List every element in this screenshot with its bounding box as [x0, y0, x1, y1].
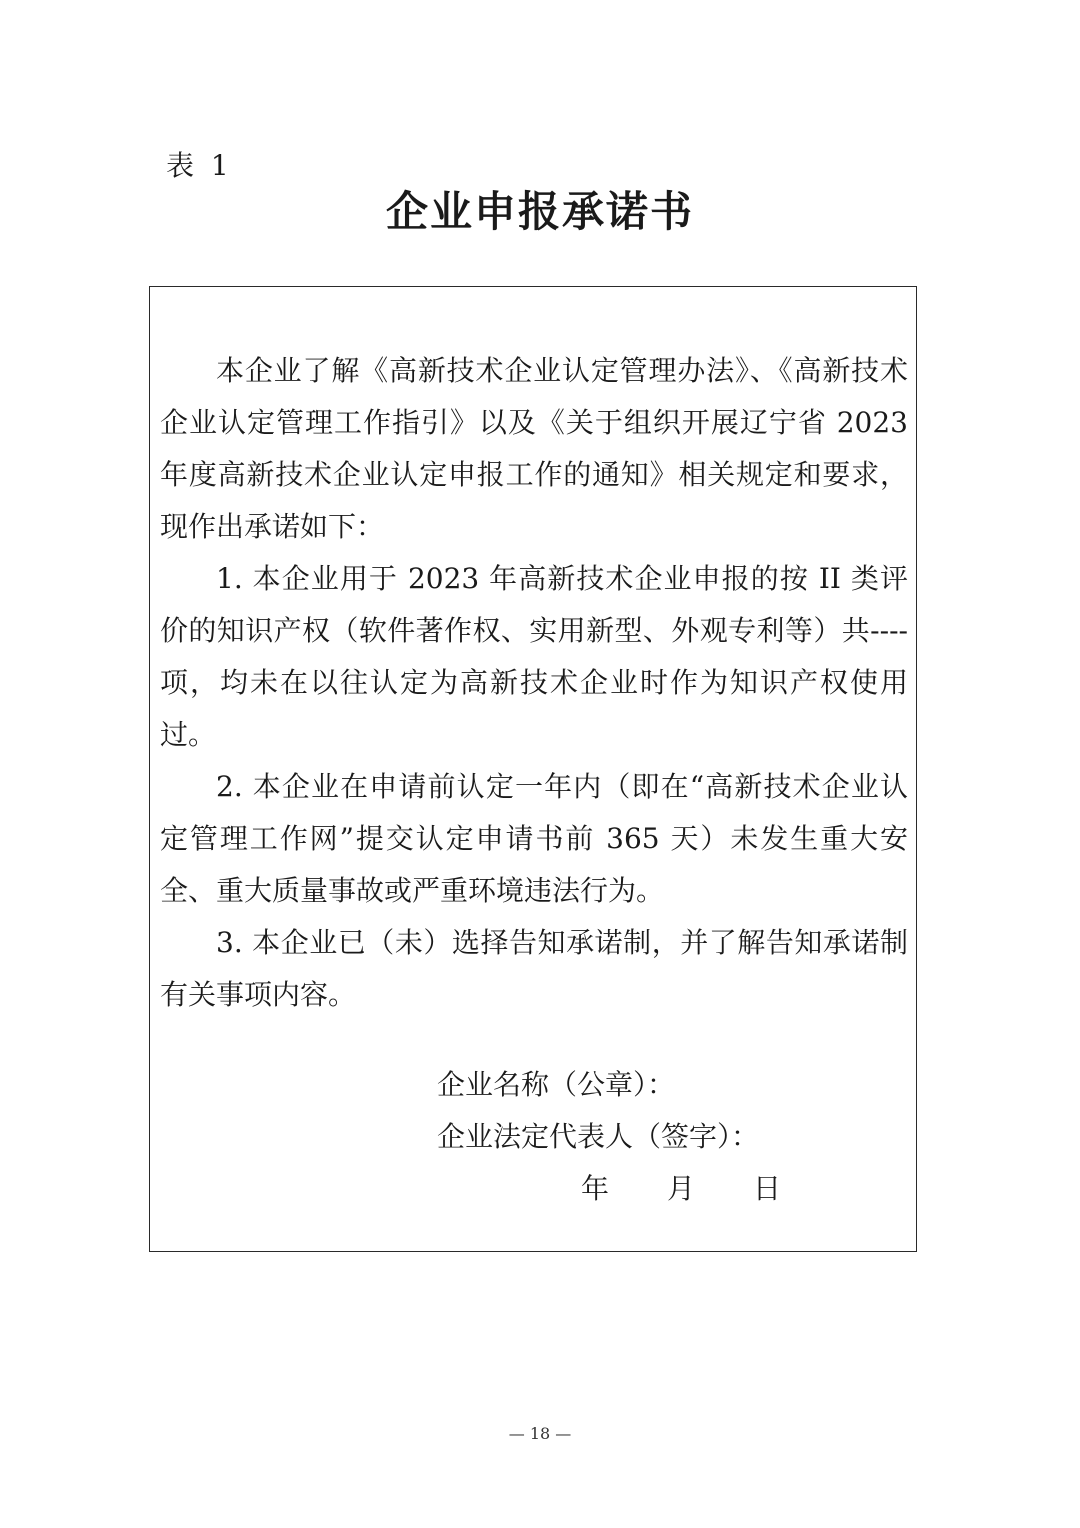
company-name-label: 企业名称（公章）：	[437, 1068, 676, 1101]
commitment-frame	[149, 286, 917, 1252]
commitment-item-3: 3. 本企业已（未）选择告知承诺制，并了解告知承诺制有关事项内容。	[160, 926, 908, 1011]
commitment-item-2: 2. 本企业在申请前认定一年内（即在“高新技术企业认定管理工作网”提交认定申请书前 365 天）未发生重大安全、重大质量事故或严重环境违法行为。	[160, 770, 908, 907]
legal-representative-label: 企业法定代表人（签字）：	[437, 1120, 760, 1153]
date-year-label: 年	[581, 1172, 610, 1205]
page-number: — 18 —	[508, 1424, 572, 1443]
date-line	[581, 1163, 781, 1215]
intro-paragraph: 本企业了解《高新技术企业认定管理办法》、《高新技术企业认定管理工作指引》以及《关于组织开展辽宁省 2023 年度高新技术企业认定申报工作的通知》相关规定和要求，现作出承诺如下：	[160, 354, 908, 543]
document-title: 企业申报承诺书	[385, 187, 694, 236]
date-day-label: 日	[752, 1172, 781, 1205]
table-label: 表 1	[166, 149, 233, 182]
commitment-item-1: 1. 本企业用于 2023 年高新技术企业申报的按 II 类评价的知识产权（软件著作权、实用新型、外观专利等）共----项，均未在以往认定为高新技术企业时作为知识产权使用过。	[160, 562, 908, 751]
date-month-label: 月	[666, 1172, 695, 1205]
signature-block	[437, 1059, 781, 1205]
commitment-body	[160, 345, 908, 1021]
